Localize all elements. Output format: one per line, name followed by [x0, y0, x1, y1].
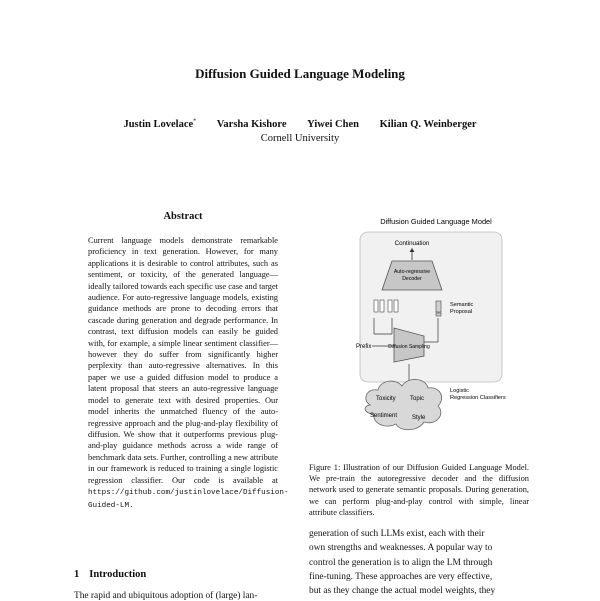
classifiers-label: Logistic — [450, 388, 469, 394]
proposal-block — [436, 301, 441, 312]
author-name: Yiwei Chen — [307, 118, 359, 130]
equal-contribution-mark: * — [193, 118, 197, 124]
token-block — [388, 300, 392, 312]
token-block — [380, 300, 384, 312]
figure-title: Diffusion Guided Language Model — [380, 217, 492, 226]
semantic-proposal-label: Semantic — [450, 302, 474, 308]
section-number: 1 — [74, 569, 80, 580]
classifiers-label-cont: Regression Classifiers — [450, 395, 506, 401]
diffusion-sampling-label: Diffusion Sampling — [388, 344, 430, 350]
svg-text:LogisticRegression Classifiers — [450, 388, 506, 401]
intro-paragraph: The rapid and ubiquitous adoption of (large) lan- — [74, 591, 258, 601]
abstract-body — [88, 235, 289, 513]
token-block — [374, 300, 378, 312]
decoder-label: Auto-regressive — [393, 269, 431, 275]
section-title: Introduction — [89, 569, 147, 580]
text-line: control the generation is to align the LM through — [309, 557, 493, 568]
cloud-word: Toxicity — [376, 396, 396, 402]
abstract-text: Current language models demonstrate remarkable proficiency in text generation. However, for many applications it is desirable to control attributes, such as sentiment, or toxicity, of the generated language—ideally tailored towards each specific use case and target audience. For auto-regressive language models, existing guidance methods are prone to decoding errors that cascade during generation and degrade performance. In contrast, text diffusion models can easily be guided with, for example, a simple linear sentiment classifier—however they do suffer from significantly higher perplexity than auto-regressive alternatives. In this paper we use a guided diffusion model to produce a latent proposal that steers an auto-regressive language model to generate text with desired properties. Our model inherits the unmatched fluency of the auto-regressive approach and the plug-and-play flexibility of diffusion. We show that it outperforms previous plug-and-play guidance methods across a wide range of benchmark data sets. Further, controlling a new attribute in our framework is reduced to training a single logistic regression classifier. Our code is available at — [88, 236, 278, 485]
cloud-word: Style — [412, 415, 426, 421]
text-line: own strengths and weaknesses. A popular way to — [309, 543, 493, 554]
paper-title: Diffusion Guided Language Modeling — [195, 66, 405, 81]
figure-caption: Figure 1: Illustration of our Diffusion Guided Language Model. We pre-train the autoregressive decoder and the diffusion network used to generate semantic proposals. During generation, we can perform plug-and-play control with simple, linear attribute classifiers. — [309, 463, 529, 517]
code-link[interactable]: https://github.com/justinlovelace/Diffusion-Guided-LM. — [88, 488, 289, 511]
figure-diagram — [352, 210, 520, 446]
proposal-block — [436, 313, 441, 316]
attribute-cloud — [365, 379, 442, 429]
abstract-heading: Abstract — [163, 211, 203, 222]
text-line: but as they change the actual model weights, they — [309, 586, 496, 597]
text-line: fine-tuning. These approaches are very effective, — [309, 571, 493, 582]
cloud-word: Sentiment — [370, 413, 398, 419]
semantic-proposal-label-cont: Proposal — [450, 309, 473, 315]
author-name: Kilian Q. Weinberger — [379, 118, 477, 130]
cloud-word: Topic — [410, 396, 425, 402]
author-name: Justin Lovelace* — [123, 118, 197, 130]
decoder-label-cont: Decoder — [402, 276, 422, 282]
author-name: Varsha Kishore — [216, 118, 287, 130]
continuation-label: Continuation — [394, 240, 430, 247]
text-line: generation of such LLMs exist, each with their — [309, 529, 485, 539]
svg-text:SemanticProposal — [450, 302, 474, 315]
right-column-text — [309, 527, 529, 598]
section-heading — [74, 569, 146, 580]
author-list — [0, 118, 600, 130]
prefix-label: Prefix — [356, 344, 372, 350]
token-block — [394, 300, 398, 312]
affiliation: Cornell University — [260, 133, 340, 144]
